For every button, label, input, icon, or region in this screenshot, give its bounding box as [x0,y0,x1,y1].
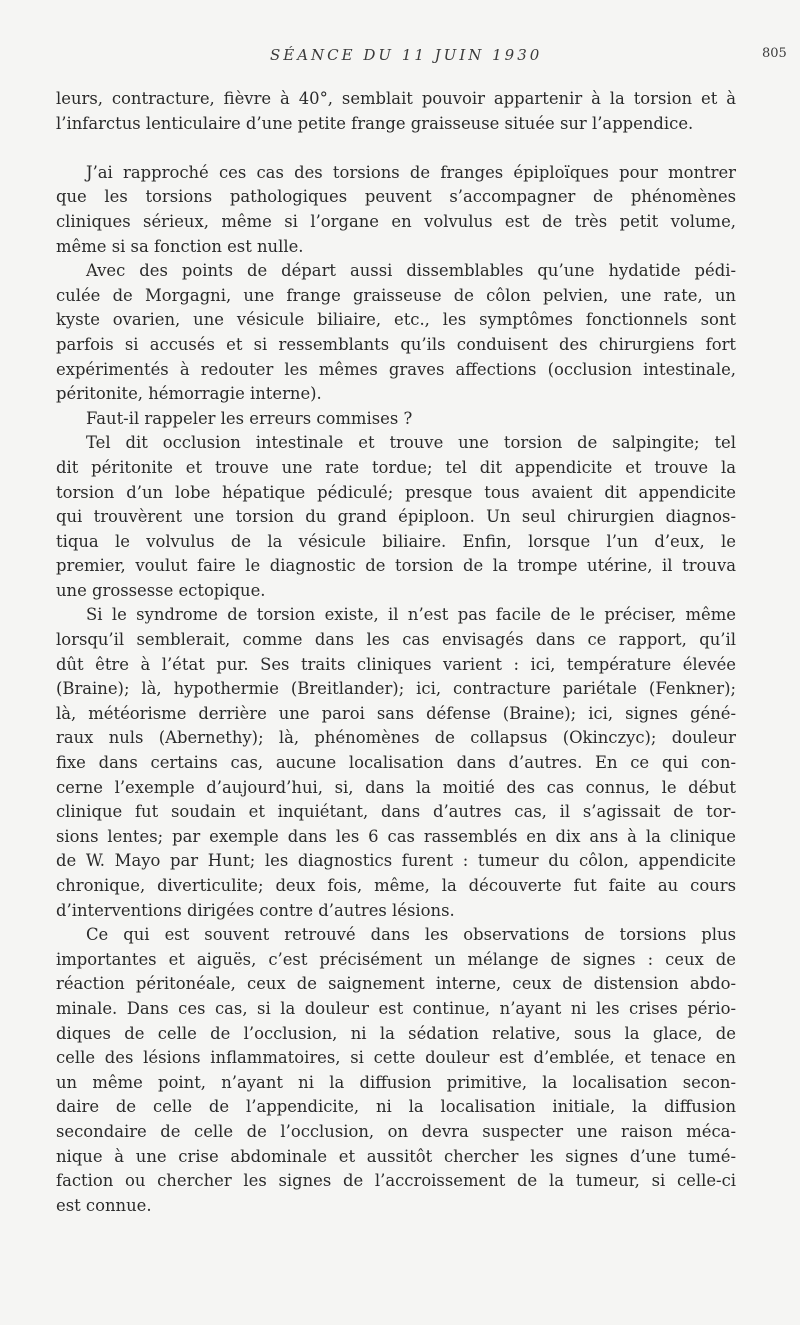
paragraph-p3 [56,259,736,407]
text-line: Si le syndrome de torsion existe, il n’est pas facile de le préciser, même [86,605,736,625]
text-line: expérimentés à redouter les mêmes graves affections (occlusion intestinale, [56,359,736,379]
text-line: que les torsions pathologiques peuvent s’accompagner de phénomènes [56,187,736,207]
text-line: Faut-il rappeler les erreurs commises ? [86,408,413,428]
text-line: un même point, n’ayant ni la diffusion primitive, la localisation secon- [56,1072,736,1092]
text-line: d’interventions dirigées contre d’autres lésions. [56,900,455,920]
text-line: lorsqu’il semblerait, comme dans les cas envisagés dans ce rapport, qu’il [56,630,736,650]
running-title: SÉANCE DU 11 JUIN 1930 [270,46,543,64]
paragraph-p7 [56,923,736,1218]
paragraph-p2 [56,161,736,259]
text-line: secondaire de celle de l’occlusion, on devra suspecter une raison méca- [56,1121,736,1141]
text-line: Avec des points de départ aussi dissemblables qu’une hydatide pédi- [86,261,736,281]
text-line: dit péritonite et trouve une rate tordue; tel dit appendicite et trouve la [56,457,736,477]
text-line: qui trouvèrent une torsion du grand épiploon. Un seul chirurgien diagnos- [56,507,736,527]
text-line: minale. Dans ces cas, si la douleur est continue, n’ayant ni les crises pério- [56,998,736,1018]
text-line: péritonite, hémorragie interne). [56,384,322,404]
text-line: cliniques sérieux, même si l’organe en volvulus est de très petit volume, [56,211,736,231]
text-line: de W. Mayo par Hunt; les diagnostics furent : tumeur du côlon, appendicite [56,851,736,871]
text-line: dût être à l’état pur. Ses traits cliniques varient : ici, température élevée [56,654,736,674]
text-line: parfois si accusés et si ressemblants qu’ils conduisent des chirurgiens fort [56,334,736,354]
text-line: premier, voulut faire le diagnostic de torsion de la trompe utérine, il trouva [56,556,736,576]
text-line: cerne l’exemple d’aujourd’hui, si, dans la moitié des cas connus, le début [56,777,736,797]
text-line: daire de celle de l’appendicite, ni la localisation initiale, la diffusion [56,1097,736,1117]
text-line: Tel dit occlusion intestinale et trouve une torsion de salpingite; tel [86,433,736,453]
text-line: J’ai rapproché ces cas des torsions de franges épiploïques pour montrer [86,162,736,182]
body-text [56,87,736,1218]
text-line: kyste ovarien, une vésicule biliaire, etc., les symptômes fonctionnels sont [56,310,736,330]
text-line: fixe dans certains cas, aucune localisation dans d’autres. En ce qui con- [56,753,736,773]
text-line: tiqua le volvulus de la vésicule biliaire. Enfin, lorsque l’un d’eux, le [56,531,736,551]
text-line: même si sa fonction est nulle. [56,236,304,256]
text-line: chronique, diverticulite; deux fois, même, la découverte fut faite au cours [56,876,736,895]
text-line: celle des lésions inflammatoires, si cette douleur est d’emblée, et tenace en [56,1048,736,1068]
paragraph-p1 [56,87,736,136]
paragraph-p6 [56,603,736,923]
text-line: l’infarctus lenticulaire d’une petite frange graisseuse située sur l’appendice. [56,113,694,133]
paragraph-p5 [56,431,736,603]
text-line: clinique fut soudain et inquiétant, dans d’autres cas, il s’agissait de tor- [56,802,736,822]
text-line: leurs, contracture, fièvre à 40°, semblait pouvoir appartenir à la torsion et à [56,89,736,108]
text-line: diques de celle de l’occlusion, ni la sédation relative, sous la glace, de [56,1023,736,1043]
text-line: là, météorisme derrière une paroi sans défense (Braine); ici, signes géné- [56,703,736,723]
text-line: Ce qui est souvent retrouvé dans les observations de torsions plus [86,925,736,945]
page-number: 805 [762,46,787,61]
text-line: importantes et aiguës, c’est précisément un mélange de signes : ceux de [56,949,736,969]
text-line: (Braine); là, hypothermie (Breitlander); ici, contracture pariétale (Fenkner); [56,679,736,699]
text-line: raux nuls (Abernethy); là, phénomènes de collapsus (Okinczyc); douleur [56,728,736,748]
text-line: torsion d’un lobe hépatique pédiculé; presque tous avaient dit appendicite [56,482,736,502]
text-line: réaction péritonéale, ceux de saignement interne, ceux de distension abdo- [56,974,736,994]
paragraph-p4 [56,407,736,432]
paragraph-gap [56,136,736,161]
text-line: une grossesse ectopique. [56,580,266,600]
text-line: faction ou chercher les signes de l’accroissement de la tumeur, si celle-ci [56,1171,736,1191]
text-line: nique à une crise abdominale et aussitôt chercher les signes d’une tumé- [56,1146,736,1166]
text-line: culée de Morgagni, une frange graisseuse de côlon pelvien, une rate, un [56,285,736,305]
page-header [0,46,800,66]
text-line: sions lentes; par exemple dans les 6 cas rassemblés en dix ans à la clinique [56,826,736,846]
text-line: est connue. [56,1195,152,1215]
